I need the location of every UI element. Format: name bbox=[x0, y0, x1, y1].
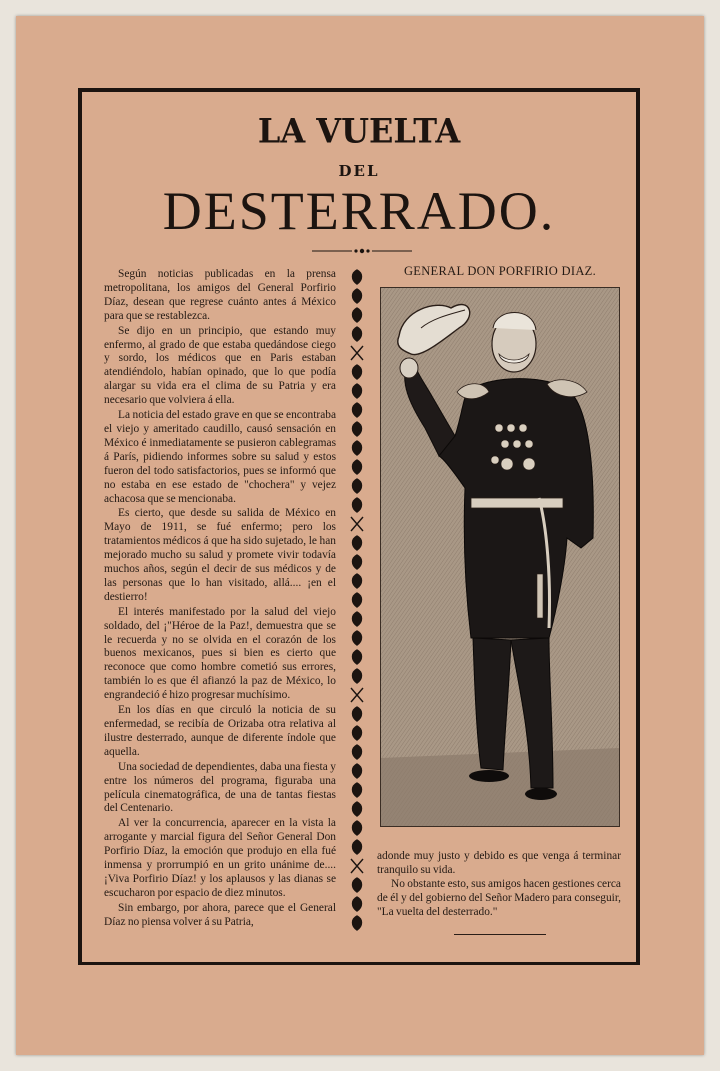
divider-ornament bbox=[353, 384, 362, 398]
divider-ornament bbox=[353, 498, 362, 512]
divider-ornament bbox=[351, 346, 363, 360]
divider-ornament bbox=[353, 422, 362, 436]
portrait-caption: GENERAL DON PORFIRIO DIAZ. bbox=[403, 264, 597, 278]
divider-ornament bbox=[353, 441, 362, 455]
divider-ornament bbox=[353, 745, 362, 759]
paragraph: La noticia del estado grave en que se encontraba el viejo y ameritado caudillo, causó sensación en México é inmediatamente se pusieron cablegramas á París, pidiendo informes sobre su salud y estos fueron del todo satisfactorios, pues se informó que no estaba en ese estado de "chochera" y vejez achacosa que se mencionaba. bbox=[104, 409, 336, 505]
divider-ornament bbox=[353, 479, 362, 493]
divider-ornament bbox=[353, 612, 362, 626]
divider-ornament bbox=[353, 840, 362, 854]
divider-ornament bbox=[353, 821, 362, 835]
divider-ornament bbox=[353, 327, 362, 341]
divider-ornament bbox=[353, 365, 362, 379]
porfirio-diaz-portrait-engraving bbox=[380, 287, 620, 827]
divider-ornament bbox=[353, 707, 362, 721]
divider-ornament bbox=[353, 460, 362, 474]
end-rule bbox=[454, 934, 546, 935]
divider-ornament bbox=[353, 916, 362, 930]
divider-ornament bbox=[353, 555, 362, 569]
divider-ornament bbox=[353, 270, 362, 284]
divider-ornament bbox=[353, 878, 362, 892]
divider-ornament bbox=[353, 650, 362, 664]
divider-ornament bbox=[353, 897, 362, 911]
title-ornament bbox=[312, 246, 412, 256]
divider-ornament bbox=[353, 631, 362, 645]
portrait-illustration bbox=[381, 288, 619, 826]
paragraph: Se dijo en un principio, que estando muy enfermo, al grado de que estaba quedándose ciego y sordo, los médicos que en Paris estaban atendiéndolo, habían opinado, que lo que podía alargar su vida era el clima de su Patria y era necesario que volviera á ella. bbox=[104, 324, 336, 407]
divider-ornament bbox=[353, 403, 362, 417]
right-text-column bbox=[377, 850, 621, 920]
divider-ornament bbox=[353, 593, 362, 607]
broadside-sheet bbox=[16, 16, 704, 1055]
page-frame bbox=[78, 88, 640, 965]
title-line-3: DESTERRADO. bbox=[162, 181, 556, 241]
divider-ornament bbox=[351, 688, 363, 702]
paragraph: En los días en que circuló la noticia de su enfermedad, se recibía de Orizaba otra relativa al ilustre desterrado, aunque de diferente índole que aquella. bbox=[104, 704, 336, 758]
paragraph: adonde muy justo y debido es que venga á terminar tranquilo su vida. bbox=[377, 850, 621, 876]
paragraph: El interés manifestado por la salud del viejo soldado, del ¡"Héroe de la Paz!, demuestra que se le recuerda y no se olvida en el corazón de los buenos mexicanos, pues si bien es cierto que reconoce que como hombre cometió sus errores, también lo es que él afianzó la paz de México, lo engrandeció é hizo progresar muchísimo. bbox=[104, 605, 336, 702]
left-text-column bbox=[104, 268, 336, 931]
paragraph: Al ver la concurrencia, aparecer en la vista la arrogante y marcial figura del Señor General Don Porfirio Díaz, la emoción que produjo en ella fué inmensa y prorrumpió en un grito unánime de....¡Viva Porfirio Díaz! y los aplausos y las dianas se escucharon por espacio de diez minutos. bbox=[104, 817, 336, 899]
paragraph: Es cierto, que desde su salida de México en Mayo de 1911, se fué enfermo; pero los tratamientos médicos á que ha sido sujetado, le han mejorado mucho su salud y promete vivir todavía muchos años, según el decir de sus médicos y de las personas que lo han visitado, allá.... ¡en el destierro! bbox=[104, 507, 336, 603]
divider-ornament bbox=[353, 669, 362, 683]
divider-ornament bbox=[353, 802, 362, 816]
divider-ornament bbox=[353, 574, 362, 588]
divider-ornament bbox=[353, 536, 362, 550]
paragraph: No obstante esto, sus amigos hacen gestiones cerca de él y del gobierno del Señor Madero para conseguir, "La vuelta del desterrado." bbox=[377, 877, 621, 918]
divider-ornament bbox=[353, 289, 362, 303]
ornamental-column-divider bbox=[348, 264, 366, 932]
paragraph: Según noticias publicadas en la prensa metropolitana, los amigos del General Porfirio Díaz, desean que regrese cuánto antes á México para que se restablezca. bbox=[104, 268, 336, 322]
title-line-2: DEL bbox=[338, 162, 380, 180]
divider-ornament bbox=[353, 308, 362, 322]
paragraph: Una sociedad de dependientes, daba una fiesta y entre los números del programa, figuraba una película cinematográfica, de una de tantas fiestas del Centenario. bbox=[104, 760, 336, 815]
divider-ornament bbox=[351, 517, 363, 531]
divider-ornament bbox=[353, 764, 362, 778]
divider-ornament bbox=[353, 783, 362, 797]
title-line-1: LA VUELTA bbox=[257, 111, 461, 151]
divider-ornament bbox=[353, 726, 362, 740]
paragraph: Sin embargo, por ahora, parece que el General Díaz no piensa volver á su Patria, bbox=[104, 901, 336, 928]
divider-ornament bbox=[351, 859, 363, 873]
